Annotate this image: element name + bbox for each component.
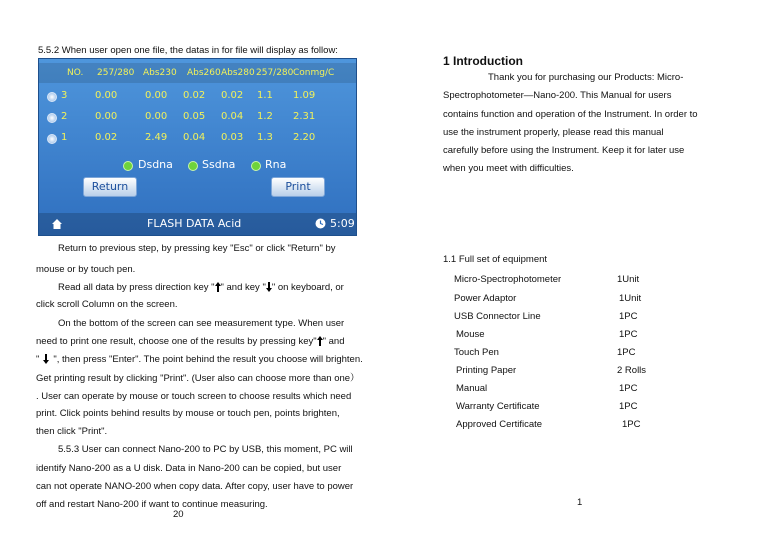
equipment-qty: 1PC xyxy=(619,383,638,394)
table-cell: 0.02 xyxy=(221,90,244,101)
table-cell: 0.00 xyxy=(145,111,168,122)
paragraph-line: 5.5.3 User can connect Nano-200 to PC by USB, this moment, PC will xyxy=(58,444,353,455)
table-cell: 0.04 xyxy=(183,132,206,143)
equipment-name: Touch Pen xyxy=(454,347,499,358)
arrow-up-icon xyxy=(317,336,323,346)
equipment-name: Printing Paper xyxy=(456,365,517,376)
equipment-qty: 1PC xyxy=(622,419,641,430)
table-row[interactable] xyxy=(39,128,356,148)
equipment-name: Mouse xyxy=(456,329,485,340)
col-header: 257/280 xyxy=(97,68,135,78)
return-button[interactable]: Return xyxy=(83,177,137,197)
arrow-up-icon xyxy=(215,282,221,292)
option-dsdna-label: Dsdna xyxy=(138,158,173,171)
table-cell: 1.3 xyxy=(257,132,273,143)
arrow-down-icon xyxy=(266,282,272,292)
section-heading-1-1: 1.1 Full set of equipment xyxy=(443,254,548,265)
text-fragment: " xyxy=(36,354,40,365)
clock-icon xyxy=(315,218,326,229)
col-header: NO. xyxy=(67,68,84,78)
option-ssdna-radio[interactable] xyxy=(188,161,198,171)
table-cell: 0.00 xyxy=(95,111,118,122)
intro-line: carefully before using the Instrument. Keep it for later use xyxy=(443,145,685,156)
paragraph-line: On the bottom of the screen can see measurement type. When user xyxy=(58,318,345,329)
equipment-name: USB Connector Line xyxy=(454,311,541,322)
paragraph-line: then click "Print". xyxy=(36,426,108,437)
page-number-left: 20 xyxy=(173,509,184,520)
equipment-name: Approved Certificate xyxy=(456,419,543,430)
equipment-qty: 1PC xyxy=(619,311,638,322)
print-button[interactable]: Print xyxy=(271,177,325,197)
table-cell: 0.03 xyxy=(221,132,244,143)
table-cell: 1.09 xyxy=(293,90,316,101)
paragraph-line xyxy=(36,354,363,366)
equipment-qty: 1PC xyxy=(617,347,636,358)
device-screen-image xyxy=(38,58,357,236)
text-fragment: need to print one result, choose one of the results by pressing key" xyxy=(36,336,317,347)
equipment-name: Manual xyxy=(456,383,488,394)
row-radio[interactable] xyxy=(47,113,57,123)
equipment-qty: 2 Rolls xyxy=(617,365,647,376)
text-fragment: ", then press "Enter". The point behind the result you choose will brighten. xyxy=(53,354,363,365)
intro-line: Thank you for purchasing our Products: Micro- xyxy=(488,72,684,83)
table-cell: 2.20 xyxy=(293,132,316,143)
text-fragment: Read all data by press direction key " xyxy=(58,282,215,293)
col-header: Abs280 xyxy=(221,68,255,78)
table-cell: 0.02 xyxy=(183,90,206,101)
paragraph-line: can not operate NANO-200 when copy data. After copy, user have to power xyxy=(36,481,354,492)
paragraph-line: off and restart Nano-200 if want to continue measuring. xyxy=(36,499,268,510)
row-radio[interactable] xyxy=(47,134,57,144)
home-icon[interactable] xyxy=(51,218,63,230)
table-cell: 0.02 xyxy=(95,132,118,143)
clock-time: 5:09 xyxy=(330,217,355,230)
intro-line: when you meet with difficulties. xyxy=(443,163,574,174)
text-fragment: " and key " xyxy=(220,282,266,293)
status-text: FLASH DATA Acid xyxy=(147,217,242,230)
col-header: Abs230 xyxy=(143,68,177,78)
row-radio[interactable] xyxy=(47,92,57,102)
table-row[interactable] xyxy=(39,107,356,127)
table-cell: 3 xyxy=(61,90,68,101)
page-number-right: 1 xyxy=(577,497,583,508)
table-cell: 1.1 xyxy=(257,90,273,101)
paragraph-line xyxy=(36,336,345,348)
table-cell: 1 xyxy=(61,132,68,143)
paragraph-line: identify Nano-200 as a U disk. Data in Nano-200 can be copied, but user xyxy=(36,463,342,474)
equipment-qty: 1PC xyxy=(619,401,638,412)
table-cell: 2.31 xyxy=(293,111,316,122)
col-header: Abs260 xyxy=(187,68,221,78)
table-header xyxy=(39,63,356,83)
chapter-title: 1 Introduction xyxy=(443,54,523,68)
table-cell: 2.49 xyxy=(145,132,168,143)
paragraph-line xyxy=(58,282,344,294)
option-dsdna-radio[interactable] xyxy=(123,161,133,171)
section-heading-5-5-2: 5.5.2 When user open one file, the datas in for file will display as follow: xyxy=(38,45,338,56)
status-bar xyxy=(39,213,356,235)
paragraph-line: print. Click points behind results by mouse or touch pen, points brighten, xyxy=(36,408,340,419)
table-cell: 1.2 xyxy=(257,111,273,122)
equipment-qty: 1Unit xyxy=(617,274,640,285)
intro-line: contains function and operation of the Instrument. In order to xyxy=(443,109,698,120)
table-cell: 0.00 xyxy=(95,90,118,101)
table-row[interactable] xyxy=(39,86,356,106)
intro-line: Spectrophotometer—Nano-200. This Manual for users xyxy=(443,90,672,101)
col-header: 257/280 xyxy=(256,68,294,78)
text-fragment: " on keyboard, or xyxy=(271,282,344,293)
option-rna-radio[interactable] xyxy=(251,161,261,171)
equipment-name: Micro-Spectrophotometer xyxy=(454,274,562,285)
option-rna-label: Rna xyxy=(265,158,287,171)
equipment-name: Power Adaptor xyxy=(454,293,517,304)
paragraph-line: Return to previous step, by pressing key "Esc" or click "Return" by xyxy=(58,243,336,254)
paragraph-line: click scroll Column on the screen. xyxy=(36,299,178,310)
option-ssdna-label: Ssdna xyxy=(202,158,236,171)
table-cell: 2 xyxy=(61,111,68,122)
intro-line: use the instrument properly, please read this manual xyxy=(443,127,664,138)
table-cell: 0.04 xyxy=(221,111,244,122)
paragraph-line: mouse or by touch pen. xyxy=(36,264,136,275)
equipment-name: Warranty Certificate xyxy=(456,401,540,412)
paragraph-line: . User can operate by mouse or touch screen to choose results which need xyxy=(36,391,352,402)
arrow-down-icon xyxy=(43,354,49,364)
equipment-qty: 1PC xyxy=(619,329,638,340)
equipment-qty: 1Unit xyxy=(619,293,642,304)
table-cell: 0.05 xyxy=(183,111,206,122)
table-cell: 0.00 xyxy=(145,90,168,101)
paragraph-line: Get printing result by clicking "Print". (User also can choose more than one） xyxy=(36,373,360,384)
text-fragment: " and xyxy=(322,336,345,347)
col-header: Conmg/C xyxy=(293,68,335,78)
